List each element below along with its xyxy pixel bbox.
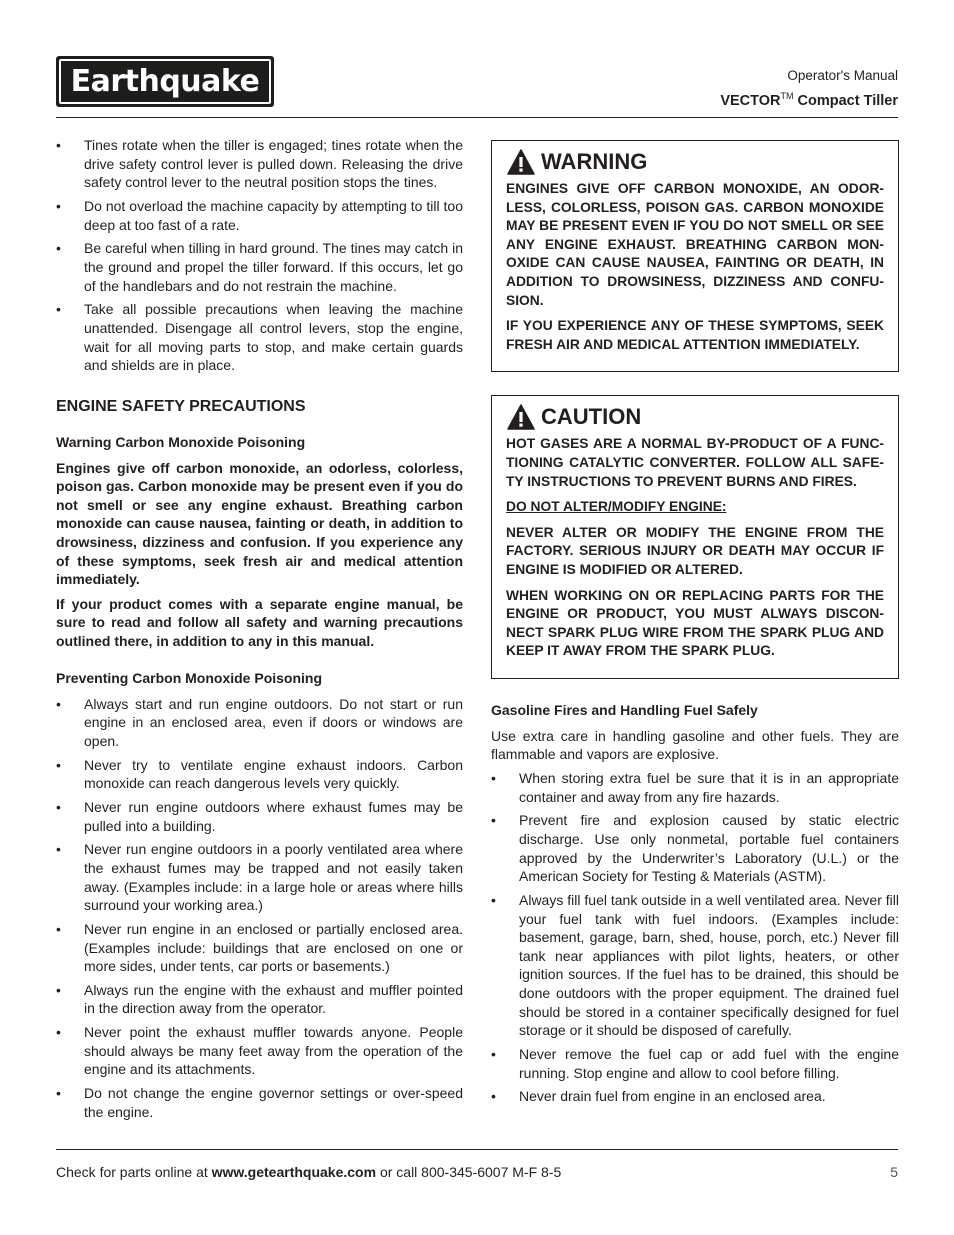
warning-triangle-icon	[507, 149, 535, 175]
warning-text: ENGINES GIVE OFF CARBON MONOXIDE, AN ODOR-LESS, COLORLESS, POISON GAS. CARBON MONOXIDE MAY BE PRESENT EVEN IF YOU DO NOT SMELL OR SEE ANY ENGINE EXHAUST. BREATHING CARBON MON-OXIDE CAN CAUSE NAUSEA, FAINTING OR DEATH, IN ADDITION TO DROWSINESS, DIZZINESS AND CONFU-SION.	[506, 181, 884, 308]
fuel-intro: Use extra care in handling gasoline and other fuels. They are flammable and vapors are explosive.	[491, 727, 899, 763]
website-link[interactable]: www.getearthquake.com	[211, 1164, 377, 1180]
page-number: 5	[890, 1164, 898, 1180]
fuel-safety-list	[491, 769, 899, 1106]
list-item: • Never run engine in an enclosed or partially enclosed area. (Examples include: buildings that are enclosed on one or more sides, under tents, car ports or basements.)	[56, 920, 463, 976]
manual-label: Operator's Manual	[787, 68, 898, 83]
caution-title: CAUTION	[541, 404, 642, 430]
section-title: ENGINE SAFETY PRECAUTIONS	[56, 397, 306, 415]
subsection-title: Warning Carbon Monoxide Poisoning	[56, 433, 306, 450]
subsection-title: Gasoline Fires and Handling Fuel Safely	[491, 701, 758, 718]
list-item: • Never drain fuel from engine in an enclosed area.	[491, 1087, 899, 1106]
caution-triangle-icon	[507, 404, 535, 430]
warning-text: IF YOU EXPERIENCE ANY OF THESE SYMPTOMS, SEEK FRESH AIR AND MEDICAL ATTENTION IMMEDIATELY.	[506, 318, 884, 352]
list-item: • Tines rotate when the tiller is engaged; tines rotate when the drive safety control lever is pulled down. Releasing the drive safety control lever to the neutral position stops the tines.	[56, 136, 463, 192]
subsection-title: Preventing Carbon Monoxide Poisoning	[56, 669, 323, 686]
warning-body	[492, 177, 898, 371]
header-info	[720, 67, 898, 111]
left-column	[56, 136, 463, 1127]
list-item: • Never try to ventilate engine exhaust indoors. Carbon monoxide can reach dangerous levels very quickly.	[56, 756, 463, 793]
engine-manual-paragraph: If your product comes with a separate engine manual, be sure to read and follow all safety and warning precautions outlined there, in addition to any in this manual.	[56, 595, 463, 650]
list-item: • Never remove the fuel cap or add fuel with the engine running. Stop engine and allow to cool before filling.	[491, 1045, 899, 1082]
list-item: • Never run engine outdoors where exhaust fumes may be pulled into a building.	[56, 798, 463, 835]
list-item: • Be careful when tilling in hard ground. The tines may catch in the ground and propel the tiller forward. If this occurs, let go of the handlebars and do not restrain the machine.	[56, 239, 463, 295]
co-warning-paragraph: Engines give off carbon monoxide, an odorless, colorless, poison gas. Carbon monoxide may be present even if you do not smell or see any engine exhaust. Breathing carbon monoxide can cause nausea, fainting or death, in addition to drowsiness, dizziness and confusion. If you experience any of these symptoms, seek fresh air and medical attention immediately.	[56, 459, 463, 588]
warning-header	[492, 141, 898, 177]
caution-text: WHEN WORKING ON OR REPLACING PARTS FOR THE ENGINE OR PRODUCT, YOU MUST ALWAYS DISCON-NECT SPARK PLUG WIRE FROM THE SPARK PLUG AND KEEP IT AWAY FROM THE SPARK PLUG.	[506, 587, 884, 659]
model-name: VECTOR	[720, 92, 781, 109]
caution-subheading: DO NOT ALTER/MODIFY ENGINE:	[506, 499, 727, 515]
right-column	[491, 140, 899, 1111]
caution-box	[491, 395, 899, 679]
list-item: • Take all possible precautions when leaving the machine unattended. Disengage all control levers, stop the engine, wait for all moving parts to stop, and make certain guards and shields are in place.	[56, 300, 463, 374]
list-item: • Always fill fuel tank outside in a well ventilated area. Never fill your fuel tank with fuel indoors. (Examples include: basement, garage, barn, shed, house, porch, etc.) Never fill tank near appliances with pilot lights, heaters, or other ignition sources. If the fuel has to be drained, this should be done outdoors with the proper equipment. The drained fuel should be stored in a container specifically designed for fuel storage or it should be disposed of carefully.	[491, 891, 899, 1040]
trademark-mark: TM	[780, 91, 794, 101]
caution-body	[492, 432, 898, 678]
list-item: • Always run the engine with the exhaust and muffler pointed in the direction away from the operator.	[56, 981, 463, 1018]
list-item: • Prevent fire and explosion caused by static electric discharge. Use only nonmetal, portable fuel containers approved by the Underwriter’s Laboratory (U.L.) or the American Society for Testing & Materials (ASTM).	[491, 811, 899, 885]
warning-title: WARNING	[541, 149, 648, 174]
warning-box	[491, 140, 899, 372]
list-item: • Do not change the engine governor settings or over-speed the engine.	[56, 1084, 463, 1121]
list-item: • Do not overload the machine capacity by attempting to till too deep at too fast of a rate.	[56, 197, 463, 234]
caution-text: HOT GASES ARE A NORMAL BY-PRODUCT OF A FUNC-TIONING CATALYTIC CONVERTER. FOLLOW ALL SAFE-TY INSTRUCTIONS TO PREVENT BURNS AND FIRES.	[506, 436, 884, 489]
caution-header	[492, 396, 898, 432]
list-item: • Never point the exhaust muffler towards anyone. People should always be many feet away from the operation of the engine and its attachments.	[56, 1023, 463, 1079]
earthquake-logo	[56, 56, 274, 107]
co-prevention-list	[56, 695, 463, 1122]
footer-suffix: or call 800-345-6007 M-F 8-5	[376, 1164, 562, 1180]
list-item: • Always start and run engine outdoors. Do not start or run engine in an enclosed area, even if doors or windows are open.	[56, 695, 463, 751]
logo-frame	[59, 59, 271, 104]
footer	[56, 1163, 898, 1181]
model-description: Compact Tiller	[793, 92, 898, 109]
caution-text: NEVER ALTER OR MODIFY THE ENGINE FROM THE FACTORY. SERIOUS INJURY OR DEATH MAY OCCUR IF ENGINE IS MODIFIED OR ALTERED.	[506, 524, 884, 577]
footer-prefix: Check for parts online at	[56, 1164, 212, 1180]
model-title	[720, 87, 898, 111]
logo-text: Earthquake	[70, 63, 260, 99]
list-item: • Never run engine outdoors in a poorly ventilated area where the exhaust fumes may be trapped and not easily taken away. (Examples include: in a large hole or areas where hills surround your working area.)	[56, 840, 463, 914]
list-item: • When storing extra fuel be sure that it is in an appropriate container and away from any fire hazards.	[491, 769, 899, 806]
header-rule	[56, 117, 898, 118]
footer-rule	[56, 1149, 898, 1150]
tiller-safety-list	[56, 136, 463, 375]
